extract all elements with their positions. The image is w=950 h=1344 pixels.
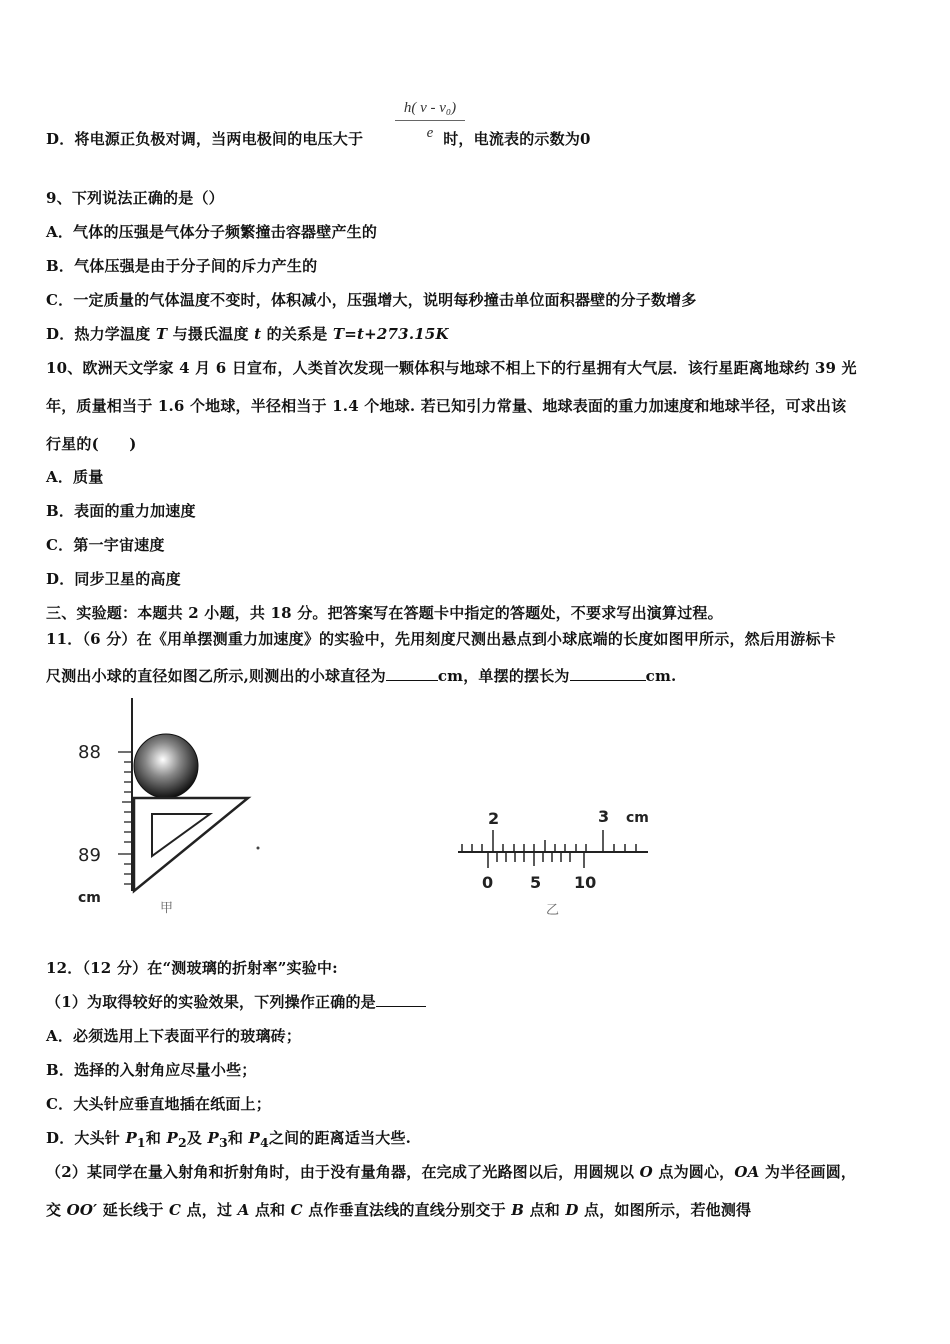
q8-option-d: D．将电源正负极对调，当两电极间的电压大于 时，电流表的示数为0 — [46, 130, 591, 148]
vernier-label-10: 10 — [574, 873, 597, 892]
q12-option-c: C．大头针应垂直地插在纸面上； — [46, 1095, 271, 1113]
q10-option-d: D．同步卫星的高度 — [46, 570, 181, 588]
ruler-label-89: 89 — [78, 845, 101, 866]
vernier-main-2: 2 — [488, 809, 500, 828]
q10-line3: 行星的( ) — [46, 435, 137, 453]
q12-sub2-line2: 交 OO′ 延长线于 C 点，过 A 点和 C 点作垂直法线的直线分别交于 B 点和 D 点，如图所示，若他测得 — [46, 1201, 752, 1219]
q10-option-a: A．质量 — [46, 468, 104, 486]
vernier-unit: cm — [626, 810, 649, 826]
vernier-main-ticks — [462, 830, 636, 852]
q12-option-a: A．必须选用上下表面平行的玻璃砖； — [46, 1027, 302, 1045]
q9-option-d: D．热力学温度 T 与摄氏温度 t 的关系是 T=t+273.15K — [46, 325, 449, 343]
q10-line1: 10、欧洲天文学家 4 月 6 日宣布，人类首次发现一颗体积与地球不相上下的行星拥有大气层．该行星距离地球约 39 光 — [46, 359, 857, 377]
q12-option-b: B．选择的入射角应尽量小些； — [46, 1061, 257, 1079]
figure-yi-vernier — [450, 800, 670, 925]
ruler-label-88: 88 — [78, 742, 101, 763]
q10-option-b: B．表面的重力加速度 — [46, 502, 196, 520]
q10-line2: 年，质量相当于 1.6 个地球，半径相当于 1.4 个地球. 若已知引力常量、地球表面的重力加速度和地球半径，可求出该 — [46, 397, 847, 415]
q9-option-c: C．一定质量的气体温度不变时，体积减小，压强增大，说明每秒撞击单位面积器壁的分子数增多 — [46, 291, 697, 309]
q11-line1: 11．（6 分）在《用单摆测重力加速度》的实验中，先用刻度尺测出悬点到小球底端的长度如图甲所示，然后用游标卡 — [46, 630, 836, 648]
fraction-bar — [395, 120, 465, 121]
pendulum-ball — [134, 734, 198, 798]
answer-blank-length[interactable] — [570, 666, 646, 681]
q10-option-c: C．第一宇宙速度 — [46, 536, 165, 554]
q9-stem: 9、下列说法正确的是（） — [46, 189, 224, 207]
figure-yi-caption: 乙 — [546, 903, 560, 918]
q12-sub2-line1: （2）某同学在量入射角和折射角时，由于没有量角器，在完成了光路图以后，用圆规以 O 点为圆心，OA 为半径画圆， — [46, 1163, 857, 1181]
q12-stem: 12．（12 分）在“测玻璃的折射率”实验中: — [46, 959, 338, 977]
vernier-label-5: 5 — [530, 873, 542, 892]
ruler-unit: cm — [78, 890, 101, 906]
q12-sub1: （1）为取得较好的实验效果，下列操作正确的是 — [46, 991, 426, 1012]
ruler-ticks — [118, 752, 132, 884]
figure-jia-ruler — [72, 696, 272, 916]
vernier-vernier-ticks — [488, 852, 584, 868]
vernier-label-0: 0 — [482, 873, 494, 892]
q12-option-d: D．大头针 $P_1$和 $P_2$及 $P_3$和 $P_4$之间的距离适当大些. — [46, 1129, 412, 1150]
answer-blank-diameter[interactable] — [386, 666, 438, 681]
q9-option-b: B．气体压强是由于分子间的斥力产生的 — [46, 257, 318, 275]
fraction-numerator: h( v - v₀) — [403, 100, 457, 116]
vernier-main-3: 3 — [598, 807, 610, 826]
q11-line2: 尺测出小球的直径如图乙所示,则测出的小球直径为 cm，单摆的摆长为 cm. — [46, 667, 677, 685]
figure-jia-caption: 甲 — [160, 901, 174, 916]
q9-option-a: A．气体的压强是气体分子频繁撞击容器壁产生的 — [46, 223, 378, 241]
answer-blank-q12[interactable] — [376, 992, 426, 1007]
section-3-heading: 三、实验题：本题共 2 小题，共 18 分。把答案写在答题卡中指定的答题处，不要求写出演算过程。 — [46, 604, 723, 622]
dot-mark — [257, 847, 260, 850]
fraction-denominator: e — [426, 125, 434, 141]
